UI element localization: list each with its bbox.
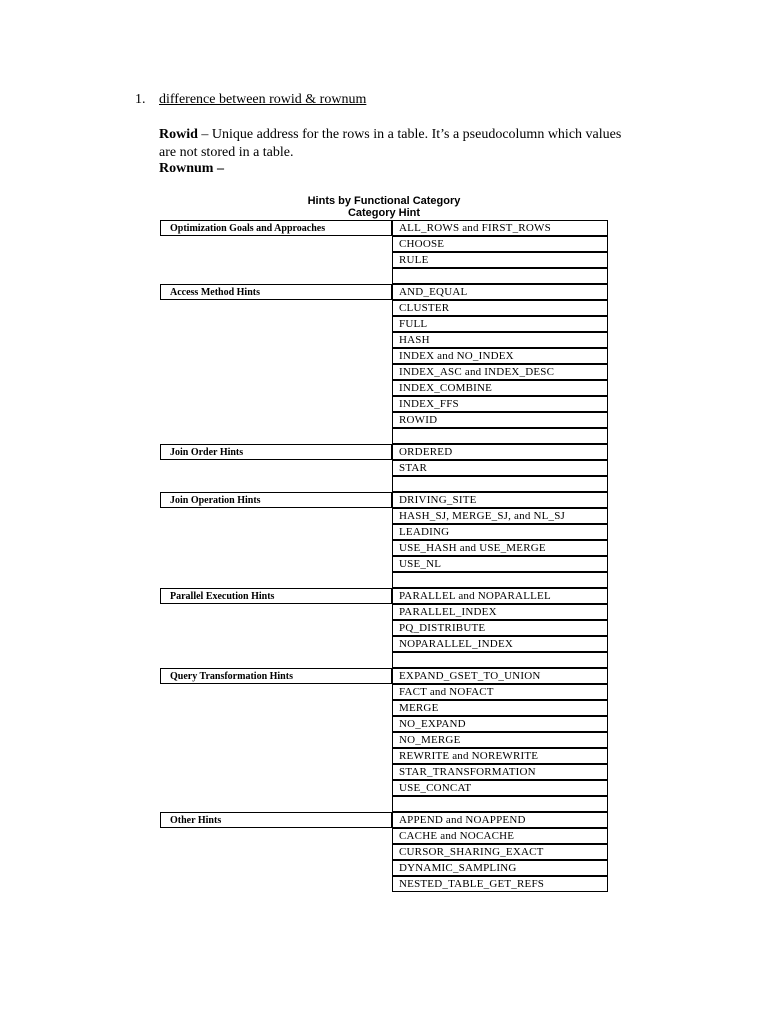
hint-cell: MERGE xyxy=(392,700,608,716)
hint-cell: LEADING xyxy=(392,524,608,540)
table-row xyxy=(160,732,608,748)
hint-cell: INDEX_COMBINE xyxy=(392,380,608,396)
hint-cell: APPEND and NOAPPEND xyxy=(392,812,608,828)
table-row xyxy=(160,604,608,620)
table-row xyxy=(160,844,608,860)
hint-cell: HASH xyxy=(392,332,608,348)
table-row xyxy=(160,524,608,540)
hint-cell: EXPAND_GSET_TO_UNION xyxy=(392,668,608,684)
hint-cell-blank xyxy=(392,476,608,492)
hint-cell: AND_EQUAL xyxy=(392,284,608,300)
table-row xyxy=(160,316,608,332)
hint-cell: CACHE and NOCACHE xyxy=(392,828,608,844)
table-row xyxy=(160,684,608,700)
table-row xyxy=(160,268,608,284)
table-row xyxy=(160,764,608,780)
hint-cell: NO_MERGE xyxy=(392,732,608,748)
hint-cell-blank xyxy=(392,652,608,668)
table-row xyxy=(160,652,608,668)
hint-cell: ALL_ROWS and FIRST_ROWS xyxy=(392,220,608,236)
list-number: 1. xyxy=(135,92,146,107)
hint-cell: CURSOR_SHARING_EXACT xyxy=(392,844,608,860)
hint-cell: INDEX_FFS xyxy=(392,396,608,412)
category-cell: Optimization Goals and Approaches xyxy=(160,220,392,236)
table-row xyxy=(160,540,608,556)
table-row xyxy=(160,220,608,236)
hint-cell: DYNAMIC_SAMPLING xyxy=(392,860,608,876)
table-row xyxy=(160,572,608,588)
table-row xyxy=(160,748,608,764)
hint-cell: FULL xyxy=(392,316,608,332)
table-row xyxy=(160,876,608,892)
hint-cell: FACT and NOFACT xyxy=(392,684,608,700)
question-heading: difference between rowid & rownum xyxy=(159,92,367,107)
table-caption: Hints by Functional Category xyxy=(307,195,461,207)
hint-cell: PARALLEL and NOPARALLEL xyxy=(392,588,608,604)
rowid-definition: – Unique address for the rows in a table. It’s a pseudocolumn which values are not stored in a table. xyxy=(159,127,622,160)
table-row xyxy=(160,460,608,476)
table-row xyxy=(160,812,608,828)
table-row xyxy=(160,236,608,252)
hint-cell: NOPARALLEL_INDEX xyxy=(392,636,608,652)
table-row xyxy=(160,332,608,348)
table-row xyxy=(160,828,608,844)
table-row xyxy=(160,380,608,396)
hint-cell-blank xyxy=(392,796,608,812)
table-row xyxy=(160,556,608,572)
table-row xyxy=(160,636,608,652)
category-cell: Join Operation Hints xyxy=(160,492,392,508)
table-subcaption: Category Hint xyxy=(347,207,421,219)
table-row xyxy=(160,668,608,684)
table-row xyxy=(160,716,608,732)
hint-cell: INDEX and NO_INDEX xyxy=(392,348,608,364)
table-row xyxy=(160,796,608,812)
category-cell: Other Hints xyxy=(160,812,392,828)
table-row xyxy=(160,700,608,716)
hint-cell: DRIVING_SITE xyxy=(392,492,608,508)
table-row xyxy=(160,860,608,876)
hint-cell: STAR xyxy=(392,460,608,476)
hint-cell: STAR_TRANSFORMATION xyxy=(392,764,608,780)
table-row xyxy=(160,300,608,316)
hint-cell-blank xyxy=(392,572,608,588)
table-row xyxy=(160,284,608,300)
hint-cell: ROWID xyxy=(392,412,608,428)
hints-table xyxy=(160,220,608,892)
hint-cell: REWRITE and NOREWRITE xyxy=(392,748,608,764)
table-row xyxy=(160,252,608,268)
hint-cell: HASH_SJ, MERGE_SJ, and NL_SJ xyxy=(392,508,608,524)
hint-cell: NO_EXPAND xyxy=(392,716,608,732)
hint-cell: USE_CONCAT xyxy=(392,780,608,796)
hint-cell: CHOOSE xyxy=(392,236,608,252)
hint-cell: CLUSTER xyxy=(392,300,608,316)
hint-cell: ORDERED xyxy=(392,444,608,460)
rowid-paragraph xyxy=(159,126,639,162)
hint-cell-blank xyxy=(392,428,608,444)
hint-cell: NESTED_TABLE_GET_REFS xyxy=(392,876,608,892)
category-cell: Parallel Execution Hints xyxy=(160,588,392,604)
table-row xyxy=(160,620,608,636)
table-row xyxy=(160,428,608,444)
hint-cell: PARALLEL_INDEX xyxy=(392,604,608,620)
hint-cell: INDEX_ASC and INDEX_DESC xyxy=(392,364,608,380)
table-row xyxy=(160,476,608,492)
category-cell: Access Method Hints xyxy=(160,284,392,300)
table-row xyxy=(160,348,608,364)
table-row xyxy=(160,444,608,460)
rowid-label: Rowid xyxy=(159,127,198,142)
table-row xyxy=(160,780,608,796)
hint-cell: PQ_DISTRIBUTE xyxy=(392,620,608,636)
hint-cell: USE_HASH and USE_MERGE xyxy=(392,540,608,556)
rownum-label: Rownum – xyxy=(159,161,224,176)
table-row xyxy=(160,508,608,524)
table-row xyxy=(160,364,608,380)
hint-cell: USE_NL xyxy=(392,556,608,572)
hint-cell: RULE xyxy=(392,252,608,268)
category-cell: Query Transformation Hints xyxy=(160,668,392,684)
hint-cell-blank xyxy=(392,268,608,284)
table-row xyxy=(160,412,608,428)
table-row xyxy=(160,492,608,508)
category-cell: Join Order Hints xyxy=(160,444,392,460)
table-row xyxy=(160,396,608,412)
table-row xyxy=(160,588,608,604)
